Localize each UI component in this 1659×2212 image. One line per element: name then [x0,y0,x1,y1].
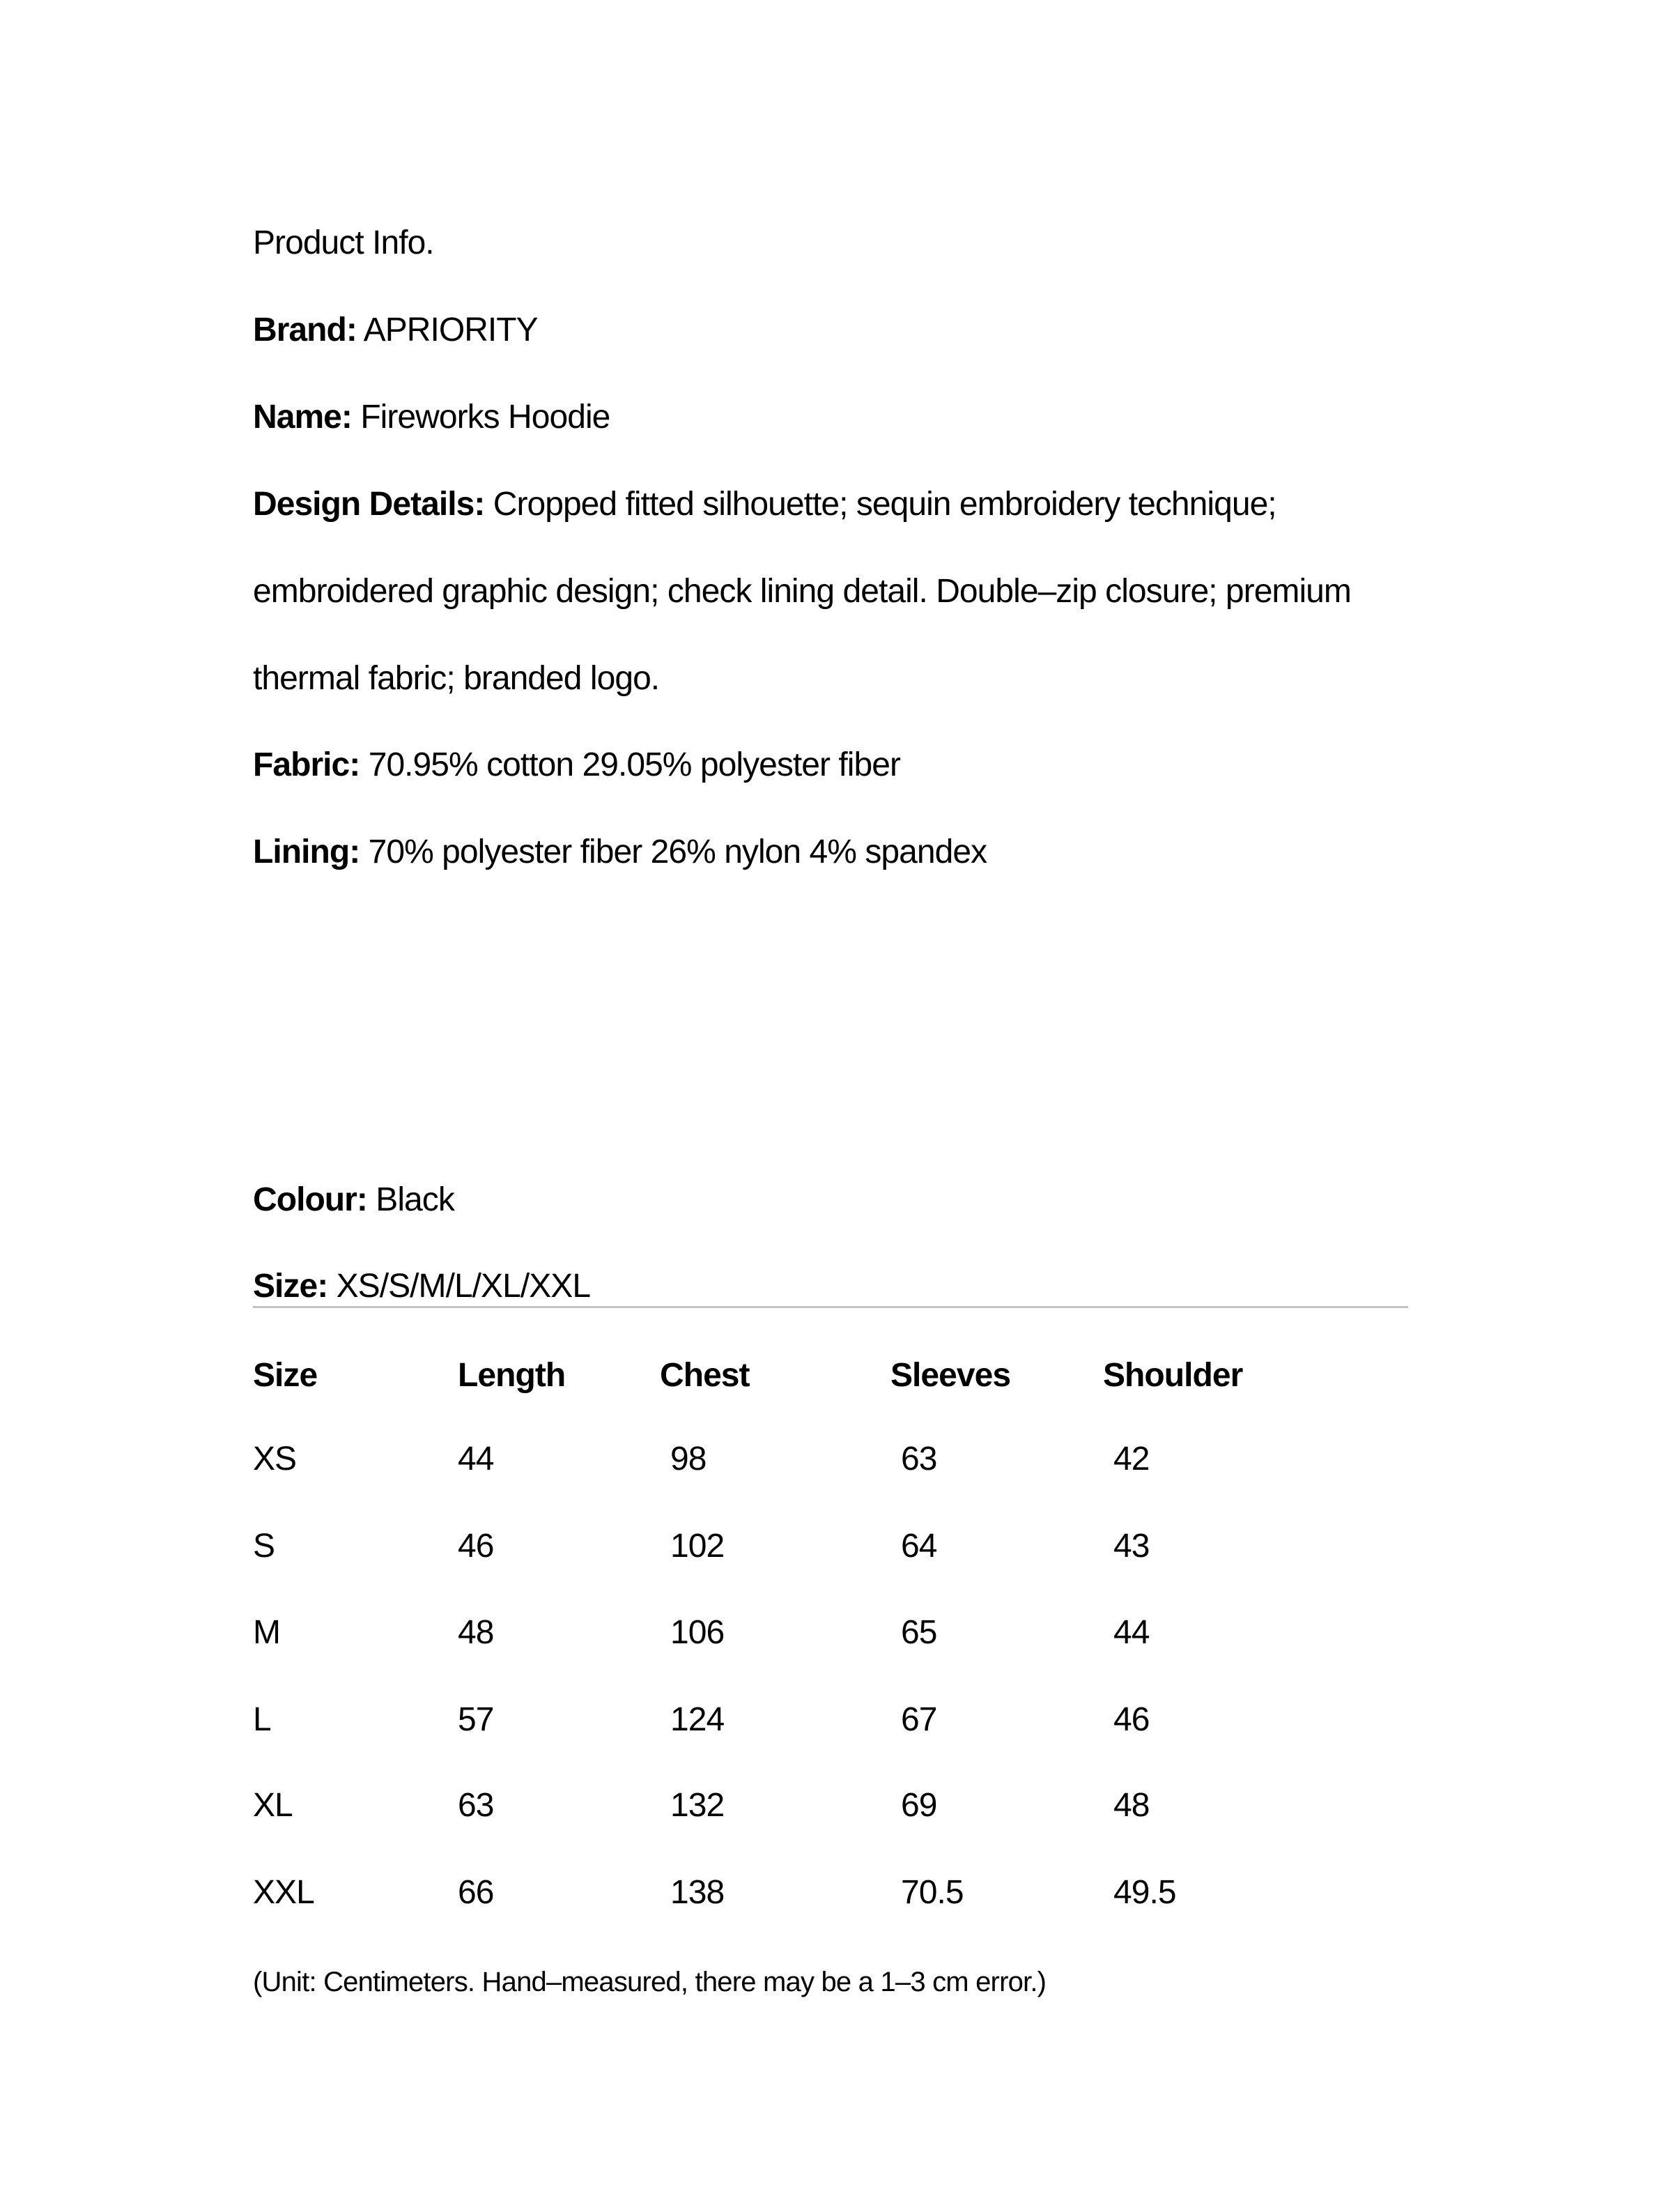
design-details-line-3: thermal fabric; branded logo. [253,660,660,697]
name-value: Fireworks Hoodie [360,399,610,436]
size-label: Size: [253,1268,328,1305]
column-header-size: Size [253,1357,318,1394]
column-header-shoulder: Shoulder [1103,1357,1243,1394]
size-chart-unit-note: (Unit: Centimeters. Hand–measured, there may be a 1–3 cm error.) [253,1967,1047,1997]
cell-shoulder: 49.5 [1113,1874,1176,1911]
cell-size: L [253,1701,271,1738]
size-chart-row-s [253,1526,1410,1567]
design-details-line-2: embroidered graphic design; check lining detail. Double–zip closure; premium [253,573,1351,610]
cell-size: XXL [253,1874,314,1911]
design-details-text-1: Cropped fitted silhouette; sequin embroidery technique; [493,486,1276,523]
lining-label: Lining: [253,834,360,870]
cell-shoulder: 43 [1113,1528,1150,1565]
colour-label: Colour: [253,1181,367,1218]
size-value: XS/S/M/L/XL/XXL [336,1268,591,1305]
cell-chest: 102 [670,1528,725,1565]
cell-sleeves: 63 [901,1441,937,1477]
cell-sleeves: 67 [901,1701,937,1738]
cell-size: S [253,1528,275,1565]
size-chart-header-row [253,1355,1410,1397]
cell-length: 66 [458,1874,494,1911]
size-chart-row-l [253,1699,1410,1741]
cell-chest: 98 [670,1441,707,1477]
size-chart-divider [253,1306,1408,1308]
cell-chest: 124 [670,1701,725,1738]
cell-shoulder: 46 [1113,1701,1150,1738]
cell-sleeves: 64 [901,1528,937,1565]
size-chart-row-xs [253,1438,1410,1480]
cell-chest: 132 [670,1787,725,1824]
cell-length: 48 [458,1614,494,1651]
cell-length: 46 [458,1528,494,1565]
lining-value: 70% polyester fiber 26% nylon 4% spandex [368,834,987,870]
page-title: Product Info. [253,224,434,261]
fabric-line [253,744,900,786]
name-label: Name: [253,399,352,436]
size-chart-row-xl [253,1785,1410,1827]
cell-length: 63 [458,1787,494,1824]
brand-label: Brand: [253,312,357,348]
cell-size: XS [253,1441,297,1477]
colour-value: Black [376,1181,454,1218]
size-chart-row-m [253,1612,1410,1654]
name-line [253,397,610,438]
design-details-label: Design Details: [253,486,485,523]
size-chart-row-xxl [253,1872,1410,1914]
cell-length: 44 [458,1441,494,1477]
brand-value: APRIORITY [363,312,538,348]
size-line [253,1266,590,1307]
cell-shoulder: 44 [1113,1614,1150,1651]
column-header-length: Length [458,1357,566,1394]
cell-shoulder: 48 [1113,1787,1150,1824]
cell-size: XL [253,1787,293,1824]
cell-size: M [253,1614,281,1651]
cell-length: 57 [458,1701,494,1738]
fabric-label: Fabric: [253,746,360,783]
column-header-sleeves: Sleeves [890,1357,1011,1394]
cell-chest: 106 [670,1614,725,1651]
brand-line [253,309,538,351]
cell-sleeves: 69 [901,1787,937,1824]
cell-chest: 138 [670,1874,725,1911]
cell-sleeves: 70.5 [901,1874,964,1911]
colour-line [253,1179,454,1221]
cell-sleeves: 65 [901,1614,937,1651]
column-header-chest: Chest [660,1357,750,1394]
cell-shoulder: 42 [1113,1441,1150,1477]
lining-line [253,831,987,873]
design-details-line-1 [253,484,1276,525]
fabric-value: 70.95% cotton 29.05% polyester fiber [368,746,900,783]
